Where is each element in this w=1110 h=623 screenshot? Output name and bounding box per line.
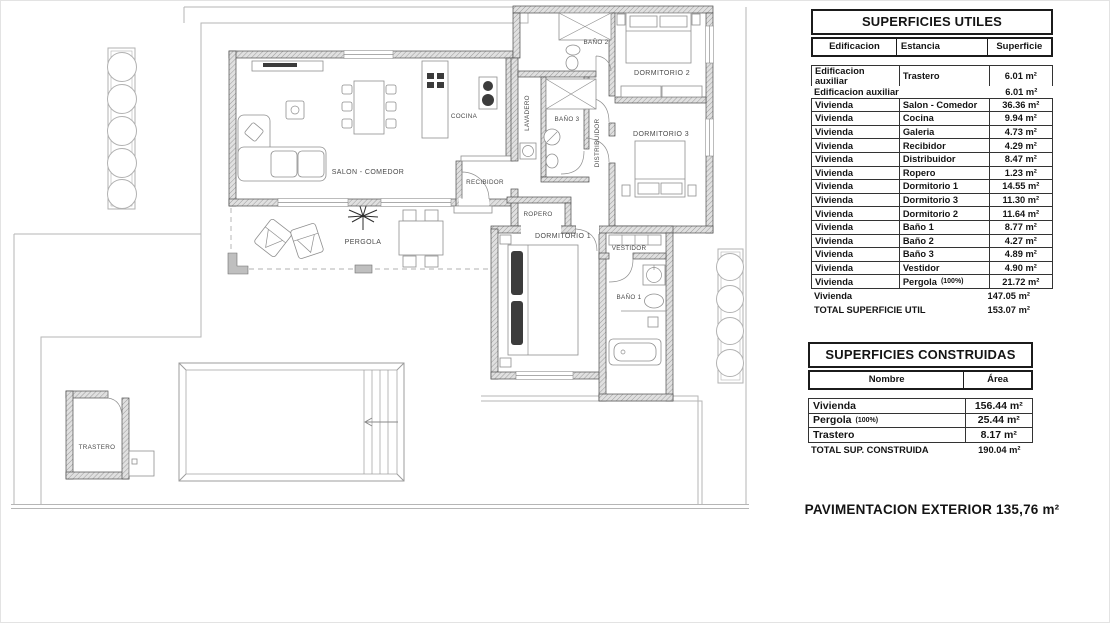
cocina-label: COCINA <box>450 113 478 120</box>
col-header-edificacion: Edificacion <box>829 41 880 52</box>
table-row: Vivienda Salon - Comedor 36.36 m² <box>811 98 1053 113</box>
table-row: Vivienda Baño 3 4.89 m² <box>811 247 1053 262</box>
superficies-utiles-table <box>811 9 1053 317</box>
utiles-total-row: TOTAL SUPERFICIE UTIL 153.07 m² <box>814 305 1030 316</box>
table-row: Vivienda Baño 1 8.77 m² <box>811 220 1053 235</box>
utiles-title: SUPERFICIES UTILES <box>811 9 1053 35</box>
table-row: Vivienda Pergola (100%) 21.72 m² <box>811 274 1053 289</box>
table-row: Trastero 8.17 m² <box>808 427 1033 443</box>
bano2-label: BAÑO 2 <box>583 39 609 46</box>
salon-label: SALON - COMEDOR <box>331 169 405 176</box>
table-row: Vivienda Galeria 4.73 m² <box>811 125 1053 140</box>
table-row: Vivienda Dormitorio 2 11.64 m² <box>811 206 1053 221</box>
superficies-construidas-table <box>808 342 1033 457</box>
col-header-nombre: Nombre <box>868 374 905 385</box>
utiles-subtotal-row: Vivienda 147.05 m² <box>814 291 1030 302</box>
lavadero-label: LAVADERO <box>524 95 531 131</box>
distribuidor-label: DISTRIBUIDOR <box>594 118 601 168</box>
table-row-subtotal: Edificacion auxiliar 6.01 m² <box>811 86 1053 99</box>
pavimentacion-exterior-text: PAVIMENTACION EXTERIOR 135,76 m² <box>804 502 1060 517</box>
construidas-rows <box>808 398 1033 443</box>
recibidor-label: RECIBIDOR <box>466 179 504 186</box>
table-row: Vivienda Cocina 9.94 m² <box>811 111 1053 126</box>
vestidor-label: VESTIDOR <box>611 245 647 252</box>
col-header-area: Área <box>963 372 1031 388</box>
surface-tables-panel <box>1 1 1110 623</box>
table-row: Vivienda Distribuidor 8.47 m² <box>811 152 1053 167</box>
table-row: Vivienda Ropero 1.23 m² <box>811 166 1053 181</box>
table-row: Vivienda 156.44 m² <box>808 398 1033 414</box>
construidas-total-row: TOTAL SUP. CONSTRUIDA 190.04 m² <box>811 445 1021 455</box>
utiles-rows <box>811 65 1053 289</box>
col-header-superficie: Superficie <box>987 39 1051 55</box>
table-row: Vivienda Recibidor 4.29 m² <box>811 138 1053 153</box>
bano1-label: BAÑO 1 <box>616 294 642 301</box>
trastero-label: TRASTERO <box>78 444 116 451</box>
dormitorio2-label: DORMITORIO 2 <box>633 70 691 77</box>
col-header-estancia: Estancia <box>896 39 987 55</box>
dormitorio1-label: DORMITORIO 1 <box>534 233 592 240</box>
table-row: Pergola (100%) 25.44 m² <box>808 413 1033 429</box>
bano3-label: BAÑO 3 <box>554 116 580 123</box>
table-row: Vivienda Vestidor 4.90 m² <box>811 261 1053 276</box>
construidas-header-row <box>808 370 1033 390</box>
utiles-header-row <box>811 37 1053 57</box>
construidas-title: SUPERFICIES CONSTRUIDAS <box>808 342 1033 368</box>
pergola-label: PERGOLA <box>344 239 382 246</box>
dormitorio3-label: DORMITORIO 3 <box>632 131 690 138</box>
table-row: Edificacion auxiliar Trastero 6.01 m² <box>811 65 1053 87</box>
table-row: Vivienda Dormitorio 3 11.30 m² <box>811 193 1053 208</box>
ropero-label: ROPERO <box>523 211 553 218</box>
table-row: Vivienda Baño 2 4.27 m² <box>811 234 1053 249</box>
table-row: Vivienda Dormitorio 1 14.55 m² <box>811 179 1053 194</box>
